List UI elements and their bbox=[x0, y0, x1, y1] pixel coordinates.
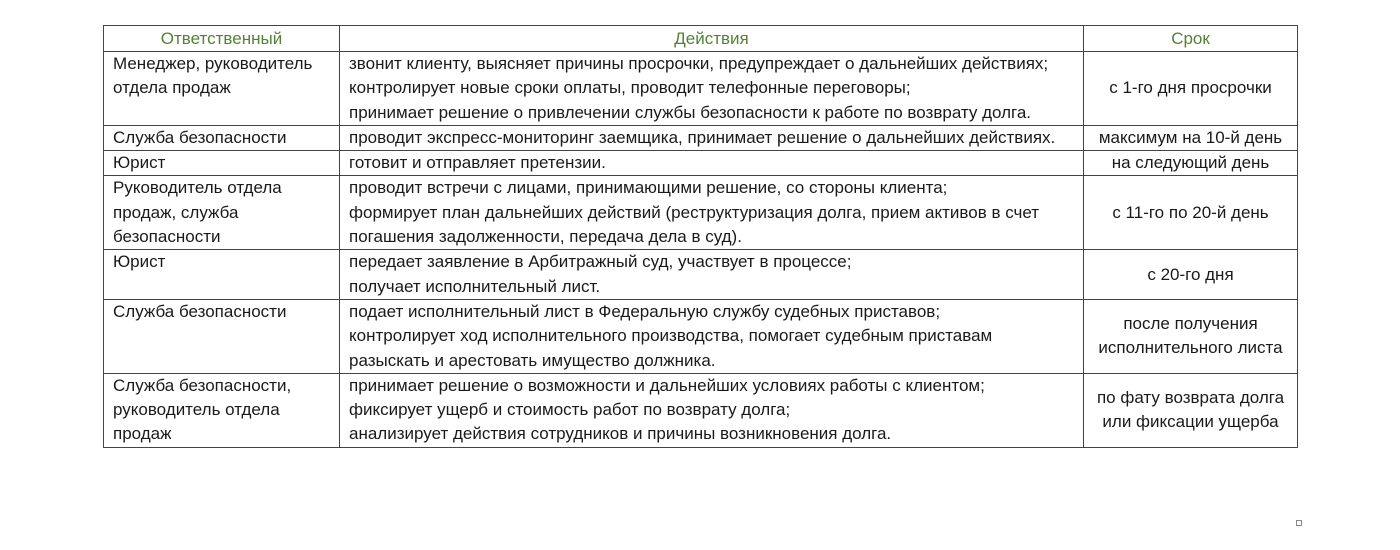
action-line: готовит и отправляет претензии. bbox=[349, 153, 606, 173]
table-row bbox=[104, 176, 1298, 250]
table-row bbox=[104, 52, 1298, 126]
action-line: фиксирует ущерб и стоимость работ по возврату долга; bbox=[349, 400, 791, 420]
term-cell: с 20-го дня bbox=[1084, 250, 1298, 300]
term-cell: по фату возврата долга или фиксации ущерба bbox=[1084, 373, 1298, 447]
action-line: проводит встречи с лицами, принимающими решение, со стороны клиента; bbox=[349, 178, 948, 198]
action-line: проводит экспресс-мониторинг заемщика, принимает решение о дальнейших действиях. bbox=[349, 127, 1056, 147]
action-line: передает заявление в Арбитражный суд, участвует в процессе; bbox=[349, 252, 852, 272]
responsible-cell: Служба безопасности bbox=[104, 125, 340, 150]
action-line: контролирует новые сроки оплаты, проводит телефонные переговоры; bbox=[349, 78, 911, 98]
action-line: звонит клиенту, выясняет причины просрочки, предупреждает о дальнейших действиях; bbox=[349, 54, 1049, 73]
actions-cell bbox=[340, 373, 1084, 447]
actions-cell bbox=[340, 250, 1084, 300]
table-row bbox=[104, 299, 1298, 373]
action-line: получает исполнительный лист. bbox=[349, 276, 601, 296]
action-line: формирует план дальнейших действий (реструктуризация долга, прием активов в счет погашения задолженности, передача дела в суд). bbox=[349, 202, 1040, 247]
actions-cell bbox=[340, 151, 1084, 176]
header-actions: Действия bbox=[340, 26, 1084, 52]
action-line: контролирует ход исполнительного производства, помогает судебным приставам разыскать и арестовать имущество должника. bbox=[349, 326, 993, 370]
term-cell: максимум на 10-й день bbox=[1084, 125, 1298, 150]
action-line: принимает решение о возможности и дальнейших условиях работы с клиентом; bbox=[349, 375, 985, 395]
responsible-cell: Менеджер, руководитель отдела продаж bbox=[104, 52, 340, 126]
responsible-cell: Руководитель отдела продаж, служба безопасности bbox=[104, 176, 340, 250]
responsible-cell: Юрист bbox=[104, 250, 340, 300]
responsible-cell: Служба безопасности bbox=[104, 299, 340, 373]
term-cell: после получения исполнительного листа bbox=[1084, 299, 1298, 373]
actions-cell bbox=[340, 176, 1084, 250]
table-resize-handle[interactable] bbox=[1296, 520, 1302, 526]
actions-cell bbox=[340, 299, 1084, 373]
responsible-cell: Служба безопасности, руководитель отдела продаж bbox=[104, 373, 340, 447]
responsibility-table bbox=[103, 25, 1298, 448]
actions-cell bbox=[340, 52, 1084, 126]
action-line: принимает решение о привлечении службы безопасности к работе по возврату долга. bbox=[349, 102, 1032, 122]
actions-cell bbox=[340, 125, 1084, 150]
header-row bbox=[104, 26, 1298, 52]
term-cell: с 1-го дня просрочки bbox=[1084, 52, 1298, 126]
term-cell: на следующий день bbox=[1084, 151, 1298, 176]
table-row bbox=[104, 250, 1298, 300]
action-line: анализирует действия сотрудников и причины возникновения долга. bbox=[349, 424, 892, 444]
table-row bbox=[104, 125, 1298, 150]
table-row bbox=[104, 373, 1298, 447]
action-line: подает исполнительный лист в Федеральную службу судебных приставов; bbox=[349, 301, 941, 321]
term-cell: с 11-го по 20-й день bbox=[1084, 176, 1298, 250]
header-term: Срок bbox=[1084, 26, 1298, 52]
responsible-cell: Юрист bbox=[104, 151, 340, 176]
table-row bbox=[104, 151, 1298, 176]
header-responsible: Ответственный bbox=[104, 26, 340, 52]
